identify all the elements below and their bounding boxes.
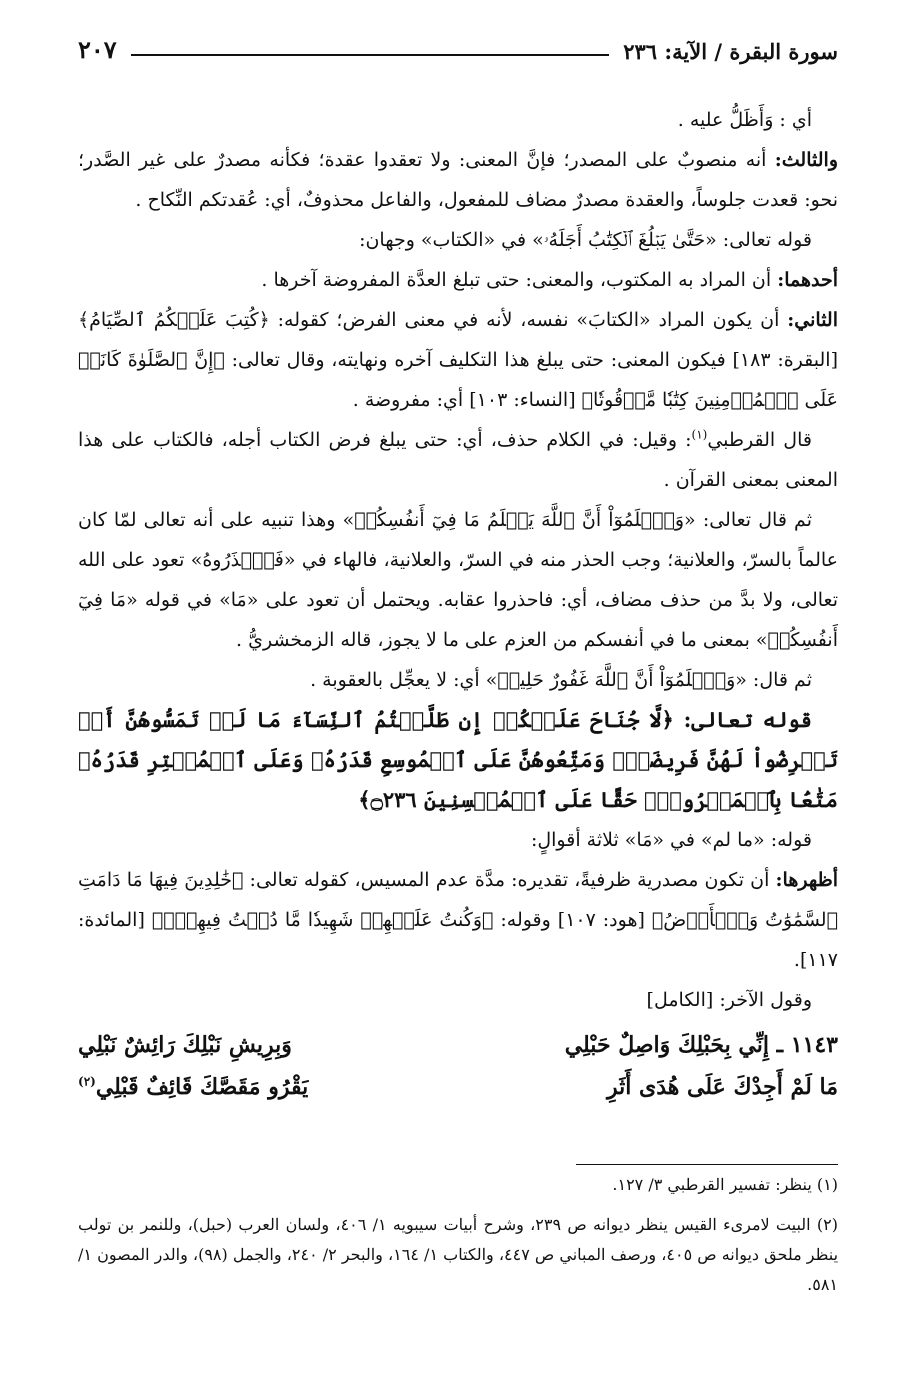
footnote-ref: (١) (691, 427, 708, 442)
paragraph-lead: أحدهما: (777, 269, 838, 291)
footnotes (78, 1170, 838, 1300)
poem-hemistich: يَقْرُو مَقَصَّكَ قَائِفٌ قَبْلِي$^{(٢)}$ (78, 1074, 309, 1100)
poem-line (78, 1024, 838, 1066)
page-header (78, 24, 838, 64)
paragraph: قال القرطبي$^{(١)}$: وقيل: في الكلام حذف، أي: حتى يبلغ فرض الكتاب أجله، فالكتاب على هذا المعنى بمعنى القرآن . (78, 427, 838, 491)
header-rule (131, 54, 610, 56)
footnote-rule (576, 1164, 838, 1165)
poem (78, 1024, 838, 1108)
running-title: سورة البقرة / الآية: ٢٣٦ (623, 39, 838, 64)
paragraph: والثالث: أنه منصوبٌ على المصدر؛ فإنَّ المعنى: ولا تعقدوا عقدة؛ فكأنه مصدرٌ على غير الصَّدر؛ نحو: قعدت جلوساً، والعقدة مصدرٌ مضاف للمفعول، والفاعل محذوفٌ، أي: عُقدتكم النِّكاح . (78, 149, 838, 211)
poem-hemistich: ١١٤٣ ـ إِنِّي بِحَبْلِكَ وَاصِلٌ حَبْلِي (564, 1032, 838, 1058)
page-number: ٢٠٧ (78, 35, 117, 64)
paragraph: وقول الآخر: [الكامل] (646, 989, 812, 1011)
footnote: (١) ينظر: تفسير القرطبي ٣/ ١٢٧. (612, 1175, 838, 1194)
paragraph-lead: أظهرها: (775, 869, 838, 891)
footnote-ref: (٢) (78, 1074, 96, 1089)
paragraph-lead: والثالث: (774, 149, 838, 171)
poem-hemistich: مَا لَمْ أَجِدْكَ عَلَى هُدَى أَثَرِ (606, 1074, 838, 1100)
paragraph: أظهرها: أن تكون مصدرية ظرفيةً، تقديره: مدَّة عدم المسيس، كقوله تعالى: ﴿خَٰلِدِينَ فِيهَا مَا دَامَتِ ٱلسَّمَٰوَٰتُ وَٱلۡأَرۡضُ﴾ [هود: ١٠٧] وقوله: ﴿وَكُنتُ عَلَيۡهِمۡ شَهِيدٗا مَّا دُمۡتُ فِيهِمۡۖ﴾ [المائدة: ١١٧]. (78, 869, 838, 971)
poem-line (78, 1066, 838, 1108)
paragraph: قوله: «ما لم» في «مَا» ثلاثة أقوالٍ: (530, 829, 812, 851)
paragraph: الثاني: أن يكون المراد «الكتابَ» نفسه، لأنه في معنى الفرض؛ كقوله: ﴿كُتِبَ عَلَيۡكُمُ ٱلصِّيَامُ﴾ [البقرة: ١٨٣] فيكون المعنى: حتى يبلغ هذا التكليف آخره ونهايته، وقال تعالى: ﴿إِنَّ ٱلصَّلَوٰةَ كَانَتۡ عَلَى ٱلۡمُؤۡمِنِينَ كِتَٰبٗا مَّوۡقُوتٗا﴾ [النساء: ١٠٣] أي: مفروضة . (78, 309, 838, 411)
paragraph: ثم قال: «وَٱعۡلَمُوٓاْ أَنَّ ٱللَّهَ غَفُورٌ حَلِيمٞ» أي: لا يعجِّل بالعقوبة . (310, 669, 812, 691)
paragraph: أي : وَأَظَلُّ عليه . (677, 109, 812, 131)
paragraph: ثم قال تعالى: «وَٱعۡلَمُوٓاْ أَنَّ ٱللَّهَ يَعۡلَمُ مَا فِيٓ أَنفُسِكُمۡ» وهذا تنبيه على أنه تعالى لمّا كان عالماً بالسرّ، والعلانية؛ وجب الحذر منه في السرّ، والعلانية، فالهاء في «فَٱحۡذَرُوهُ» تعود على الله تعالى، ولا بدَّ من حذف مضاف، أي: فاحذروا عقابه. ويحتمل أن تعود على «مَا» في قوله «مَا فِيٓ أَنفُسِكُمۡ» بمعنى ما في أنفسكم من العزم على ما لا يجوز، قاله الزمخشريُّ . (78, 509, 838, 651)
quran-verse: قوله تعالى: ﴿لَّا جُنَاحَ عَلَيۡكُمۡ إِن طَلَّقۡتُمُ ٱلنِّسَآءَ مَا لَمۡ تَمَسُّوهُنَّ أَوۡ تَفۡرِضُواْ لَهُنَّ فَرِيضَةٗۚ وَمَتِّعُوهُنَّ عَلَى ٱلۡمُوسِعِ قَدَرُهُۥ وَعَلَى ٱلۡمُقۡتِرِ قَدَرُهُۥ مَتَٰعَۢا بِٱلۡمَعۡرُوفِۖ حَقًّا عَلَى ٱلۡمُحۡسِنِينَ ۝٢٣٦﴾ (78, 707, 838, 812)
poem-hemistich: وَبِرِيشِ نَبْلِكَ رَائِشٌ نَبْلِي (78, 1032, 292, 1058)
paragraph-lead: الثاني: (787, 309, 838, 331)
footnote: (٢) البيت لامرىء القيس ينظر ديوانه ص ٢٣٩، وشرح أبيات سيبويه ١/ ٤٠٦، ولسان العرب (حبل)، وللنمر بن تولب ينظر ملحق ديوانه ص ٤٠٥، ورصف المباني ص ٤٤٧، والكتاب ١/ ١٦٤، والبحر ٢/ ٢٤٠، والجمل (٩٨)، والدر المصون ١/ ٥٨١. (78, 1215, 839, 1294)
paragraph: قوله تعالى: «حَتَّىٰ يَبۡلُغَ ٱلۡكِتَٰبُ أَجَلَهُۥ» في «الكتاب» وجهان: (359, 229, 812, 251)
main-text (78, 100, 838, 1108)
paragraph: أحدهما: أن المراد به المكتوب، والمعنى: حتى تبلغ العدَّة المفروضة آخرها . (261, 269, 838, 291)
